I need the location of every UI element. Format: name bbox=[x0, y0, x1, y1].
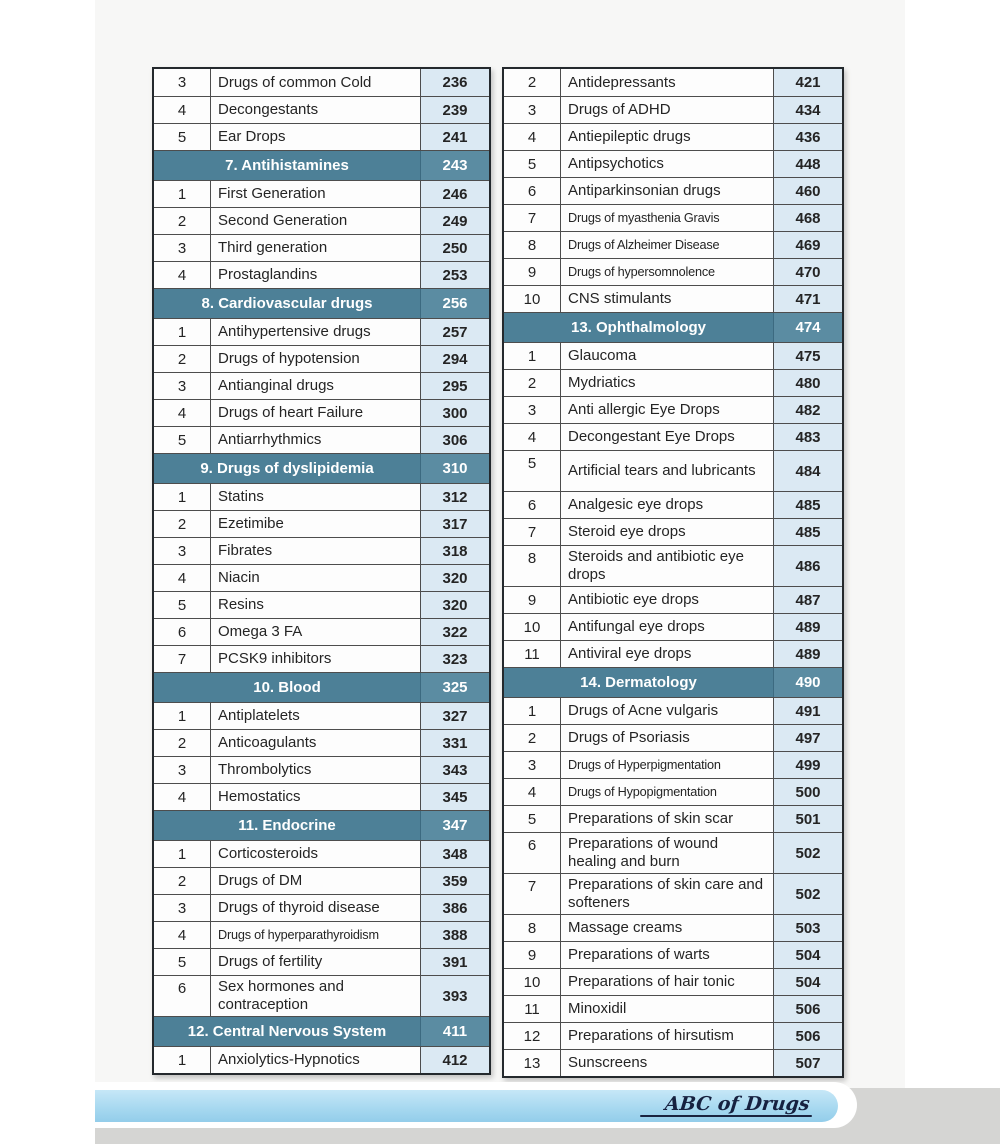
entry-title: Analgesic eye drops bbox=[561, 492, 774, 518]
toc-entry-row bbox=[154, 69, 489, 96]
entry-page-number: 300 bbox=[421, 400, 489, 426]
entry-number: 13 bbox=[504, 1050, 561, 1076]
entry-title: Preparations of warts bbox=[561, 942, 774, 968]
entry-page-number: 507 bbox=[774, 1050, 842, 1076]
entry-number: 2 bbox=[154, 730, 211, 756]
toc-entry-row bbox=[504, 613, 842, 640]
toc-entry-row bbox=[154, 756, 489, 783]
entry-number: 12 bbox=[504, 1023, 561, 1049]
entry-title: Resins bbox=[211, 592, 421, 618]
toc-section-row bbox=[154, 810, 489, 840]
toc-entry-row bbox=[154, 123, 489, 150]
toc-entry-row bbox=[504, 1022, 842, 1049]
entry-number: 3 bbox=[504, 752, 561, 778]
entry-page-number: 486 bbox=[774, 546, 842, 586]
entry-page-number: 236 bbox=[421, 69, 489, 96]
entry-number: 5 bbox=[504, 151, 561, 177]
entry-page-number: 331 bbox=[421, 730, 489, 756]
toc-entry-row bbox=[154, 729, 489, 756]
entry-title: Third generation bbox=[211, 235, 421, 261]
toc-section-row bbox=[154, 672, 489, 702]
entry-number: 7 bbox=[504, 205, 561, 231]
toc-entry-row bbox=[504, 518, 842, 545]
entry-title: Antifungal eye drops bbox=[561, 614, 774, 640]
entry-number: 3 bbox=[504, 397, 561, 423]
entry-title: Drugs of Hypopigmentation bbox=[561, 779, 774, 805]
entry-title: Drugs of common Cold bbox=[211, 69, 421, 96]
entry-title: Drugs of myasthenia Gravis bbox=[561, 205, 774, 231]
toc-entry-row bbox=[154, 483, 489, 510]
toc-entry-row bbox=[504, 805, 842, 832]
toc-entry-row bbox=[154, 537, 489, 564]
entry-number: 9 bbox=[504, 942, 561, 968]
entry-number: 1 bbox=[154, 1047, 211, 1073]
entry-number: 8 bbox=[504, 232, 561, 258]
entry-number: 11 bbox=[504, 641, 561, 667]
entry-title: Drugs of Hyperpigmentation bbox=[561, 752, 774, 778]
entry-number: 3 bbox=[154, 69, 211, 96]
entry-title: Drugs of heart Failure bbox=[211, 400, 421, 426]
footer-bar bbox=[95, 1090, 838, 1122]
section-page-number: 243 bbox=[421, 151, 489, 180]
entry-number: 2 bbox=[154, 208, 211, 234]
entry-number: 5 bbox=[154, 949, 211, 975]
section-title: 12. Central Nervous System bbox=[154, 1017, 421, 1046]
entry-title: Drugs of hyperparathyroidism bbox=[211, 922, 421, 948]
entry-title: Antianginal drugs bbox=[211, 373, 421, 399]
entry-page-number: 323 bbox=[421, 646, 489, 672]
toc-entry-row bbox=[504, 995, 842, 1022]
toc-entry-row bbox=[504, 369, 842, 396]
entry-page-number: 475 bbox=[774, 343, 842, 369]
toc-entry-row bbox=[154, 840, 489, 867]
toc-entry-row bbox=[154, 564, 489, 591]
entry-number: 1 bbox=[154, 841, 211, 867]
footer-brand-underline bbox=[640, 1115, 812, 1117]
toc-entry-row bbox=[154, 948, 489, 975]
entry-page-number: 484 bbox=[774, 451, 842, 491]
entry-number: 3 bbox=[154, 235, 211, 261]
toc-entry-row bbox=[504, 873, 842, 914]
entry-title: Mydriatics bbox=[561, 370, 774, 396]
entry-title: Antidepressants bbox=[561, 69, 774, 96]
entry-title: Antihypertensive drugs bbox=[211, 319, 421, 345]
toc-entry-row bbox=[154, 261, 489, 288]
entry-page-number: 491 bbox=[774, 698, 842, 724]
entry-page-number: 306 bbox=[421, 427, 489, 453]
entry-page-number: 436 bbox=[774, 124, 842, 150]
entry-title: Antiarrhythmics bbox=[211, 427, 421, 453]
entry-page-number: 483 bbox=[774, 424, 842, 450]
section-title: 11. Endocrine bbox=[154, 811, 421, 840]
toc-entry-row bbox=[504, 258, 842, 285]
toc-entry-row bbox=[504, 177, 842, 204]
entry-title: Sex hormones and contraception bbox=[211, 976, 421, 1016]
entry-title: Niacin bbox=[211, 565, 421, 591]
entry-page-number: 241 bbox=[421, 124, 489, 150]
section-page-number: 256 bbox=[421, 289, 489, 318]
entry-number: 3 bbox=[154, 373, 211, 399]
entry-title: Preparations of skin scar bbox=[561, 806, 774, 832]
toc-entry-row bbox=[154, 372, 489, 399]
toc-entry-row bbox=[154, 702, 489, 729]
entry-number: 10 bbox=[504, 969, 561, 995]
entry-page-number: 469 bbox=[774, 232, 842, 258]
toc-entry-row bbox=[504, 914, 842, 941]
entry-title: Ezetimibe bbox=[211, 511, 421, 537]
entry-page-number: 318 bbox=[421, 538, 489, 564]
entry-number: 7 bbox=[154, 646, 211, 672]
entry-page-number: 502 bbox=[774, 833, 842, 873]
entry-page-number: 502 bbox=[774, 874, 842, 914]
entry-title: Antiplatelets bbox=[211, 703, 421, 729]
entry-title: Statins bbox=[211, 484, 421, 510]
entry-title: Preparations of skin care and softeners bbox=[561, 874, 774, 914]
entry-title: Drugs of fertility bbox=[211, 949, 421, 975]
entry-number: 4 bbox=[504, 124, 561, 150]
entry-title: Drugs of hypotension bbox=[211, 346, 421, 372]
entry-number: 9 bbox=[504, 259, 561, 285]
entry-page-number: 489 bbox=[774, 614, 842, 640]
entry-page-number: 257 bbox=[421, 319, 489, 345]
entry-title: Steroids and antibiotic eye drops bbox=[561, 546, 774, 586]
toc-entry-row bbox=[154, 894, 489, 921]
entry-title: PCSK9 inhibitors bbox=[211, 646, 421, 672]
entry-page-number: 501 bbox=[774, 806, 842, 832]
toc-entry-row bbox=[154, 783, 489, 810]
section-page-number: 490 bbox=[774, 668, 842, 697]
entry-page-number: 470 bbox=[774, 259, 842, 285]
toc-entry-row bbox=[504, 423, 842, 450]
entry-number: 10 bbox=[504, 614, 561, 640]
entry-page-number: 246 bbox=[421, 181, 489, 207]
toc-entry-row bbox=[154, 318, 489, 345]
entry-title: Ear Drops bbox=[211, 124, 421, 150]
entry-page-number: 497 bbox=[774, 725, 842, 751]
entry-title: Preparations of wound healing and burn bbox=[561, 833, 774, 873]
toc-entry-row bbox=[504, 640, 842, 667]
entry-title: Artificial tears and lubricants bbox=[561, 451, 774, 491]
entry-title: Corticosteroids bbox=[211, 841, 421, 867]
entry-number: 6 bbox=[154, 619, 211, 645]
entry-number: 7 bbox=[504, 519, 561, 545]
entry-page-number: 482 bbox=[774, 397, 842, 423]
entry-page-number: 320 bbox=[421, 565, 489, 591]
entry-page-number: 412 bbox=[421, 1047, 489, 1073]
entry-number: 1 bbox=[154, 181, 211, 207]
entry-number: 2 bbox=[504, 725, 561, 751]
entry-title: Drugs of DM bbox=[211, 868, 421, 894]
entry-page-number: 294 bbox=[421, 346, 489, 372]
toc-entry-row bbox=[154, 234, 489, 261]
entry-number: 2 bbox=[154, 868, 211, 894]
entry-number: 4 bbox=[154, 262, 211, 288]
entry-page-number: 499 bbox=[774, 752, 842, 778]
entry-page-number: 485 bbox=[774, 519, 842, 545]
entry-page-number: 468 bbox=[774, 205, 842, 231]
entry-page-number: 471 bbox=[774, 286, 842, 312]
entry-title: Sunscreens bbox=[561, 1050, 774, 1076]
entry-page-number: 322 bbox=[421, 619, 489, 645]
entry-number: 4 bbox=[154, 97, 211, 123]
toc-entry-row bbox=[504, 545, 842, 586]
entry-page-number: 249 bbox=[421, 208, 489, 234]
entry-number: 5 bbox=[154, 592, 211, 618]
entry-page-number: 317 bbox=[421, 511, 489, 537]
section-title: 13. Ophthalmology bbox=[504, 313, 774, 342]
toc-entry-row bbox=[154, 867, 489, 894]
toc-section-row bbox=[154, 150, 489, 180]
section-page-number: 347 bbox=[421, 811, 489, 840]
entry-page-number: 391 bbox=[421, 949, 489, 975]
entry-page-number: 503 bbox=[774, 915, 842, 941]
toc-section-row bbox=[154, 288, 489, 318]
section-title: 14. Dermatology bbox=[504, 668, 774, 697]
toc-entry-row bbox=[154, 345, 489, 372]
entry-title: Preparations of hair tonic bbox=[561, 969, 774, 995]
toc-entry-row bbox=[504, 123, 842, 150]
entry-title: Decongestants bbox=[211, 97, 421, 123]
toc-entry-row bbox=[504, 69, 842, 96]
entry-page-number: 393 bbox=[421, 976, 489, 1016]
entry-page-number: 239 bbox=[421, 97, 489, 123]
entry-number: 4 bbox=[154, 922, 211, 948]
entry-page-number: 386 bbox=[421, 895, 489, 921]
entry-number: 10 bbox=[504, 286, 561, 312]
toc-entry-row bbox=[154, 645, 489, 672]
entry-title: Prostaglandins bbox=[211, 262, 421, 288]
entry-title: Antiviral eye drops bbox=[561, 641, 774, 667]
entry-number: 1 bbox=[504, 343, 561, 369]
entry-page-number: 320 bbox=[421, 592, 489, 618]
toc-entry-row bbox=[504, 285, 842, 312]
toc-entry-row bbox=[504, 751, 842, 778]
section-page-number: 325 bbox=[421, 673, 489, 702]
toc-entry-row bbox=[504, 491, 842, 518]
entry-page-number: 489 bbox=[774, 641, 842, 667]
entry-title: Anticoagulants bbox=[211, 730, 421, 756]
entry-number: 2 bbox=[154, 346, 211, 372]
section-title: 7. Antihistamines bbox=[154, 151, 421, 180]
toc-entry-row bbox=[504, 96, 842, 123]
entry-title: Hemostatics bbox=[211, 784, 421, 810]
toc-entry-row bbox=[504, 586, 842, 613]
entry-page-number: 343 bbox=[421, 757, 489, 783]
entry-page-number: 345 bbox=[421, 784, 489, 810]
toc-section-row bbox=[154, 1016, 489, 1046]
entry-title: Drugs of Acne vulgaris bbox=[561, 698, 774, 724]
entry-number: 4 bbox=[504, 779, 561, 805]
entry-number: 5 bbox=[504, 806, 561, 832]
entry-number: 4 bbox=[504, 424, 561, 450]
entry-title: Decongestant Eye Drops bbox=[561, 424, 774, 450]
toc-section-row bbox=[504, 312, 842, 342]
entry-number: 3 bbox=[154, 895, 211, 921]
entry-page-number: 421 bbox=[774, 69, 842, 96]
toc-entry-row bbox=[504, 968, 842, 995]
entry-number: 8 bbox=[504, 915, 561, 941]
toc-entry-row bbox=[504, 778, 842, 805]
entry-number: 5 bbox=[504, 451, 561, 491]
entry-number: 9 bbox=[504, 587, 561, 613]
entry-title: Anti allergic Eye Drops bbox=[561, 397, 774, 423]
entry-title: Antiparkinsonian drugs bbox=[561, 178, 774, 204]
entry-page-number: 480 bbox=[774, 370, 842, 396]
section-page-number: 474 bbox=[774, 313, 842, 342]
entry-number: 3 bbox=[154, 538, 211, 564]
toc-section-row bbox=[504, 667, 842, 697]
entry-title: Massage creams bbox=[561, 915, 774, 941]
entry-number: 2 bbox=[504, 370, 561, 396]
entry-page-number: 487 bbox=[774, 587, 842, 613]
toc-table-left-column bbox=[152, 67, 491, 1075]
entry-number: 4 bbox=[154, 400, 211, 426]
entry-title: Omega 3 FA bbox=[211, 619, 421, 645]
entry-number: 2 bbox=[504, 69, 561, 96]
entry-title: Steroid eye drops bbox=[561, 519, 774, 545]
entry-page-number: 388 bbox=[421, 922, 489, 948]
entry-title: Drugs of Alzheimer Disease bbox=[561, 232, 774, 258]
toc-entry-row bbox=[154, 921, 489, 948]
entry-number: 5 bbox=[154, 427, 211, 453]
toc-entry-row bbox=[504, 1049, 842, 1076]
entry-number: 5 bbox=[154, 124, 211, 150]
toc-entry-row bbox=[154, 618, 489, 645]
entry-title: Antipsychotics bbox=[561, 151, 774, 177]
toc-entry-row bbox=[154, 591, 489, 618]
entry-page-number: 504 bbox=[774, 969, 842, 995]
entry-number: 1 bbox=[154, 484, 211, 510]
toc-entry-row bbox=[504, 697, 842, 724]
toc-section-row bbox=[154, 453, 489, 483]
entry-page-number: 250 bbox=[421, 235, 489, 261]
entry-title: Glaucoma bbox=[561, 343, 774, 369]
toc-entry-row bbox=[154, 510, 489, 537]
section-title: 8. Cardiovascular drugs bbox=[154, 289, 421, 318]
toc-entry-row bbox=[154, 1046, 489, 1073]
toc-entry-row bbox=[504, 204, 842, 231]
toc-entry-row bbox=[504, 150, 842, 177]
entry-number: 1 bbox=[154, 703, 211, 729]
entry-number: 4 bbox=[154, 784, 211, 810]
toc-entry-row bbox=[504, 231, 842, 258]
toc-entry-row bbox=[504, 342, 842, 369]
entry-page-number: 448 bbox=[774, 151, 842, 177]
entry-number: 2 bbox=[154, 511, 211, 537]
entry-number: 1 bbox=[154, 319, 211, 345]
toc-entry-row bbox=[154, 180, 489, 207]
entry-title: Minoxidil bbox=[561, 996, 774, 1022]
toc-entry-row bbox=[504, 396, 842, 423]
entry-page-number: 327 bbox=[421, 703, 489, 729]
toc-table-right-column bbox=[502, 67, 844, 1078]
entry-title: Drugs of Psoriasis bbox=[561, 725, 774, 751]
toc-entry-row bbox=[504, 450, 842, 491]
entry-page-number: 253 bbox=[421, 262, 489, 288]
entry-page-number: 506 bbox=[774, 996, 842, 1022]
entry-title: Drugs of ADHD bbox=[561, 97, 774, 123]
toc-entry-row bbox=[154, 975, 489, 1016]
book-title-footer: ABC of Drugs bbox=[664, 1093, 812, 1115]
section-title: 9. Drugs of dyslipidemia bbox=[154, 454, 421, 483]
toc-entry-row bbox=[504, 724, 842, 751]
toc-entry-row bbox=[154, 399, 489, 426]
entry-title: Preparations of hirsutism bbox=[561, 1023, 774, 1049]
entry-page-number: 485 bbox=[774, 492, 842, 518]
entry-title: First Generation bbox=[211, 181, 421, 207]
entry-title: Drugs of thyroid disease bbox=[211, 895, 421, 921]
entry-page-number: 460 bbox=[774, 178, 842, 204]
entry-title: Thrombolytics bbox=[211, 757, 421, 783]
entry-number: 6 bbox=[154, 976, 211, 1016]
entry-page-number: 295 bbox=[421, 373, 489, 399]
entry-page-number: 434 bbox=[774, 97, 842, 123]
entry-number: 8 bbox=[504, 546, 561, 586]
entry-page-number: 359 bbox=[421, 868, 489, 894]
entry-page-number: 504 bbox=[774, 942, 842, 968]
entry-number: 1 bbox=[504, 698, 561, 724]
entry-page-number: 506 bbox=[774, 1023, 842, 1049]
entry-title: Fibrates bbox=[211, 538, 421, 564]
entry-number: 11 bbox=[504, 996, 561, 1022]
entry-page-number: 348 bbox=[421, 841, 489, 867]
entry-title: Anxiolytics-Hypnotics bbox=[211, 1047, 421, 1073]
toc-entry-row bbox=[504, 832, 842, 873]
entry-title: Second Generation bbox=[211, 208, 421, 234]
entry-page-number: 500 bbox=[774, 779, 842, 805]
toc-entry-row bbox=[154, 207, 489, 234]
entry-number: 6 bbox=[504, 178, 561, 204]
section-page-number: 310 bbox=[421, 454, 489, 483]
entry-number: 6 bbox=[504, 833, 561, 873]
entry-number: 6 bbox=[504, 492, 561, 518]
entry-number: 4 bbox=[154, 565, 211, 591]
section-page-number: 411 bbox=[421, 1017, 489, 1046]
entry-page-number: 312 bbox=[421, 484, 489, 510]
toc-entry-row bbox=[504, 941, 842, 968]
entry-title: Antibiotic eye drops bbox=[561, 587, 774, 613]
toc-entry-row bbox=[154, 426, 489, 453]
section-title: 10. Blood bbox=[154, 673, 421, 702]
entry-title: CNS stimulants bbox=[561, 286, 774, 312]
entry-number: 7 bbox=[504, 874, 561, 914]
toc-entry-row bbox=[154, 96, 489, 123]
entry-title: Drugs of hypersomnolence bbox=[561, 259, 774, 285]
entry-number: 3 bbox=[154, 757, 211, 783]
entry-number: 3 bbox=[504, 97, 561, 123]
entry-title: Antiepileptic drugs bbox=[561, 124, 774, 150]
